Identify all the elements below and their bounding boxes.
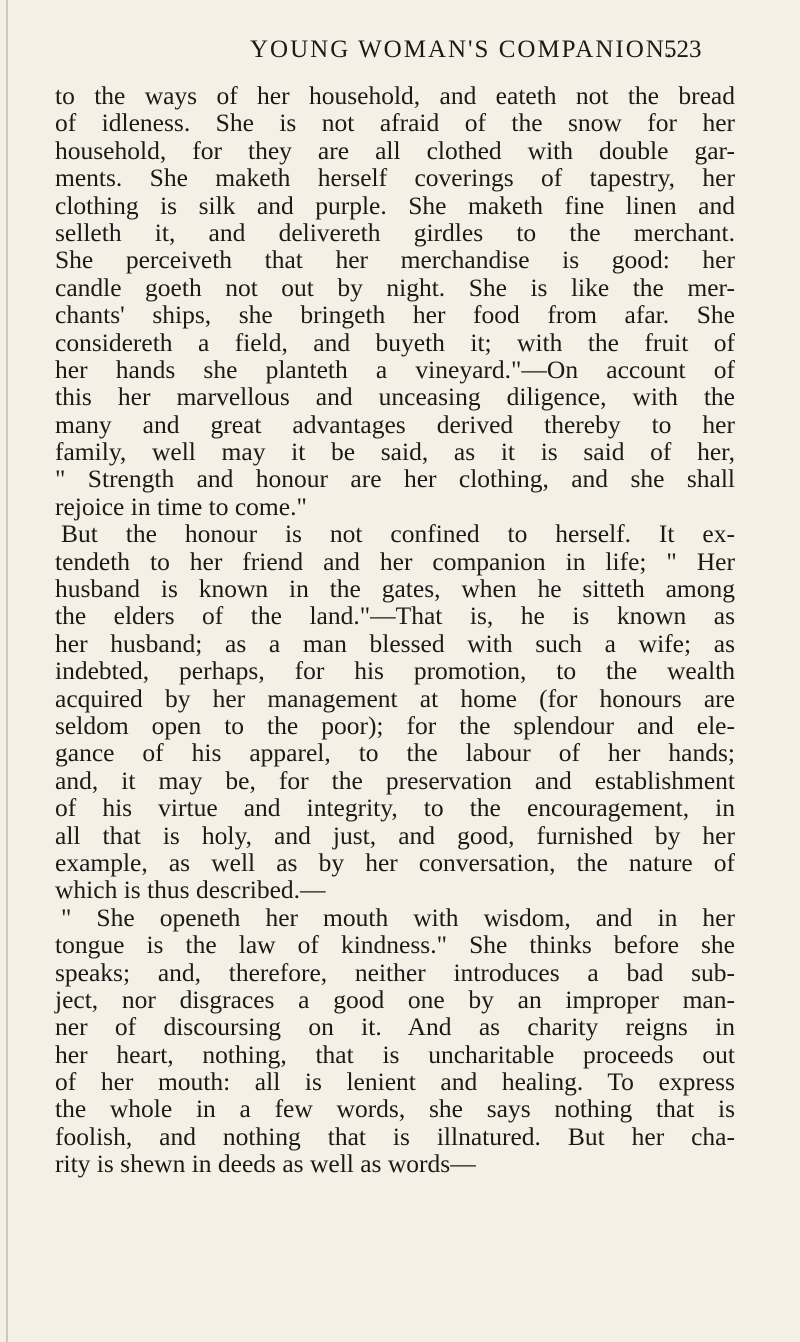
text-line: her heart, nothing, that is uncharitable proceeds out	[55, 1039, 735, 1069]
text-line: indebted, perhaps, for his promotion, to the wealth	[55, 656, 735, 686]
text-line: of her mouth: all is lenient and healing. To express	[55, 1067, 735, 1097]
text-line: of his virtue and integrity, to the encouragement, in	[55, 793, 735, 823]
text-line: to the ways of her household, and eateth not the bread	[55, 81, 735, 110]
text-line: chants' ships, she bringeth her food from afar. She	[55, 300, 735, 330]
text-line: candle goeth not out by night. She is like the mer-	[55, 272, 735, 302]
text-line: tendeth to her friend and her companion in life; " Her	[55, 546, 735, 576]
text-line: which is thus described.—	[55, 875, 326, 905]
running-title: YOUNG WOMAN'S COMPANION.	[250, 36, 675, 63]
text-line: gance of his apparel, to the labour of her hands;	[55, 738, 735, 768]
text-line: all that is holy, and just, and good, furnished by her	[55, 820, 735, 850]
text-line: household, for they are all clothed with double gar-	[55, 135, 735, 165]
text-line: She perceiveth that her merchandise is good: her	[55, 245, 735, 275]
text-line: husband is known in the gates, when he sitteth among	[55, 574, 735, 604]
text-line: " She openeth her mouth with wisdom, and in her	[61, 902, 735, 932]
text-line: considereth a field, and buyeth it; with the fruit of	[55, 327, 735, 357]
text-line: rejoice in time to come."	[55, 491, 307, 521]
text-line: " Strength and honour are her clothing, and she shall	[55, 464, 735, 494]
page-gutter-edge	[6, 0, 8, 1342]
text-line: speaks; and, therefore, neither introduces a bad sub-	[55, 957, 735, 987]
text-line: family, well may it be said, as it is said of her,	[55, 437, 735, 467]
text-line: ner of discoursing on it. And as charity reigns in	[55, 1012, 735, 1042]
page-number: 523	[664, 36, 702, 63]
text-line: the elders of the land."—That is, he is known as	[55, 601, 735, 631]
text-line: tongue is the law of kindness." She thinks before she	[55, 930, 735, 960]
text-line: example, as well as by her conversation, the nature of	[55, 847, 735, 877]
text-line: many and great advantages derived thereby to her	[55, 409, 735, 439]
text-line: acquired by her management at home (for honours are	[55, 683, 735, 713]
text-line: selleth it, and delivereth girdles to the merchant.	[55, 217, 735, 247]
text-line: the whole in a few words, she says nothing that is	[55, 1094, 735, 1124]
running-head	[0, 36, 800, 70]
text-line: and, it may be, for the preservation and establishment	[55, 765, 735, 795]
body-text	[55, 82, 735, 1178]
text-line: clothing is silk and purple. She maketh fine linen and	[55, 190, 735, 220]
text-line: rity is shewn in deeds as well as words—	[55, 1149, 476, 1179]
text-line: But the honour is not confined to herself. It ex-	[61, 519, 735, 549]
text-line: foolish, and nothing that is illnatured. But her cha-	[55, 1121, 735, 1151]
text-line: her hands she planteth a vineyard."—On account of	[55, 354, 735, 384]
text-line: of idleness. She is not afraid of the snow for her	[55, 108, 735, 138]
text-line: this her marvellous and unceasing diligence, with the	[55, 382, 735, 412]
text-line: ments. She maketh herself coverings of tapestry, her	[55, 163, 735, 193]
text-line: her husband; as a man blessed with such a wife; as	[55, 628, 735, 658]
text-line: seldom open to the poor); for the splendour and ele-	[55, 710, 735, 740]
text-line: ject, nor disgraces a good one by an improper man-	[55, 984, 735, 1014]
